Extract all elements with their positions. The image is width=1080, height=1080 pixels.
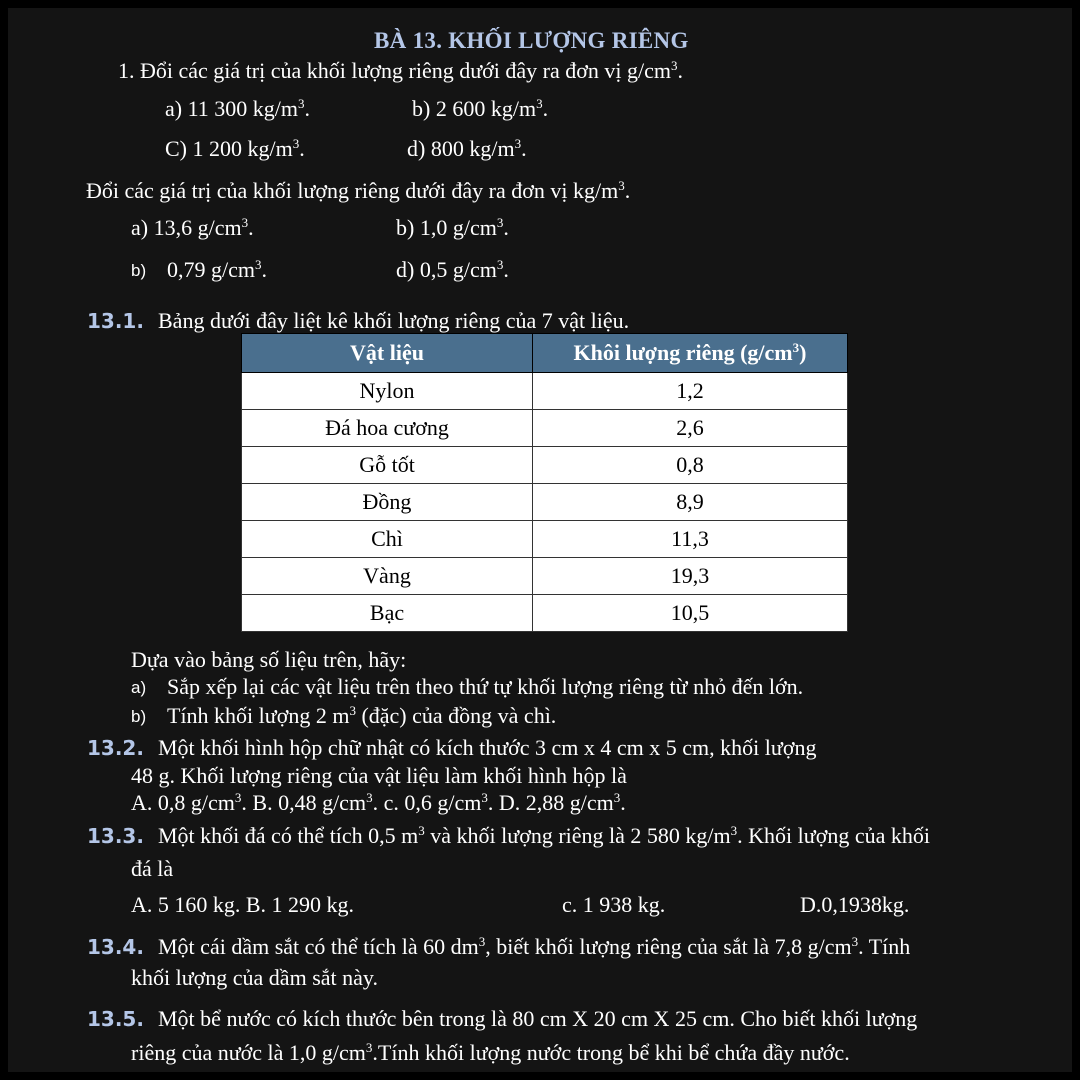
ex2-item-c-label: b) bbox=[131, 261, 147, 280]
density-cell: 1,2 bbox=[533, 373, 848, 410]
material-cell: Chì bbox=[242, 521, 533, 558]
density-cell: 10,5 bbox=[533, 595, 848, 632]
problem-13-3-options-ab: A. 5 160 kg. B. 1 290 kg. bbox=[131, 892, 355, 917]
problem-13-1-task-b: Tính khối lượng 2 $m^3$ (đặc) của đồng và chì. bbox=[167, 703, 557, 728]
problem-number-13-2: 13.2. bbox=[87, 736, 144, 760]
table-row bbox=[242, 521, 848, 558]
problem-number-13-4: 13.4. bbox=[87, 935, 144, 959]
problem-13-3-option-d: D.0,1938kg. bbox=[800, 892, 910, 917]
problem-13-2-line2: 48 g. Khối lượng riêng của vật liệu làm khối hình hộp là bbox=[131, 763, 627, 788]
table-header-row bbox=[242, 334, 848, 373]
header-density: Khôi lượng riêng $(g/cm^3)$ bbox=[533, 334, 848, 373]
table-row bbox=[242, 447, 848, 484]
material-cell: Gỗ tốt bbox=[242, 447, 533, 484]
ex1-item-d: d) 800 $kg/m^3$. bbox=[407, 136, 527, 161]
ex2-item-b: b) 1,0 $g/cm^3$. bbox=[396, 215, 509, 240]
density-cell: 11,3 bbox=[533, 521, 848, 558]
task-a-label: a) bbox=[131, 678, 147, 697]
ex1-item-b: b) 2 600 $kg/m^3$. bbox=[412, 96, 549, 121]
header-material: Vật liệu bbox=[242, 334, 533, 373]
problem-13-2-line1: Một khối hình hộp chữ nhật có kích thước 3 cm x 4 cm x 5 cm, khối lượng bbox=[158, 735, 817, 760]
ex1-question: 1. Đổi các giá trị của khối lượng riêng dưới đây ra đơn vị $g/cm^3$. bbox=[118, 58, 683, 83]
material-cell: Đồng bbox=[242, 484, 533, 521]
table-row bbox=[242, 484, 848, 521]
problem-13-2-options: A. 0,8 $g/cm^3$. B. 0,48 $g/cm^3$. c. 0,6 $g/cm^3$. D. 2,88 $g/cm^3$. bbox=[131, 790, 626, 815]
problem-13-3-option-c: c. 1 938 kg. bbox=[562, 892, 666, 917]
material-cell: Vàng bbox=[242, 558, 533, 595]
ex1-item-a: a) 11 300 $kg/m^3$. bbox=[165, 96, 310, 121]
table-row bbox=[242, 410, 848, 447]
material-cell: Nylon bbox=[242, 373, 533, 410]
ex2-item-a: a) 13,6 $g/cm^3$. bbox=[131, 215, 254, 240]
problem-13-1-intro: Dựa vào bảng số liệu trên, hãy: bbox=[131, 647, 407, 672]
ex2-question: Đổi các giá trị của khối lượng riêng dưới đây ra đơn vị $kg/m^3$. bbox=[86, 178, 631, 203]
problem-13-3-line2: đá là bbox=[131, 856, 174, 881]
material-cell: Đá hoa cương bbox=[242, 410, 533, 447]
density-cell: 8,9 bbox=[533, 484, 848, 521]
density-cell: 0,8 bbox=[533, 447, 848, 484]
table-row bbox=[242, 373, 848, 410]
problem-13-4-line2: khối lượng của dầm sắt này. bbox=[131, 965, 378, 990]
table-row bbox=[242, 558, 848, 595]
problem-13-5-line1: Một bể nước có kích thước bên trong là 80 cm X 20 cm X 25 cm. Cho biết khối lượng bbox=[158, 1006, 918, 1031]
problem-13-3-line1: Một khối đá có thể tích 0,5 $m^3$ và khối lượng riêng là 2 580 $kg/m^3$. Khối lượng của khối bbox=[158, 823, 930, 848]
problem-13-1-text: Bảng dưới đây liệt kê khối lượng riêng của 7 vật liệu. bbox=[158, 308, 630, 333]
task-b-label: b) bbox=[131, 707, 147, 726]
ex2-item-c: 0,79 $g/cm^3$. bbox=[167, 257, 267, 282]
problem-13-4-line1: Một cái dầm sắt có thể tích là 60 $dm^3$, biết khối lượng riêng của sắt là 7,8 $g/cm^3$. Tính bbox=[158, 934, 911, 959]
page-title: BÀ 13. KHỐI LƯỢNG RIÊNG bbox=[374, 28, 689, 53]
material-cell: Bạc bbox=[242, 595, 533, 632]
table-row bbox=[242, 595, 848, 632]
problem-number-13-1: 13.1. bbox=[87, 309, 144, 333]
ex1-item-c: C) 1 200 $kg/m^3$. bbox=[165, 136, 305, 161]
density-cell: 2,6 bbox=[533, 410, 848, 447]
problem-13-1-task-a: Sắp xếp lại các vật liệu trên theo thứ tự khối lượng riêng từ nhỏ đến lớn. bbox=[167, 674, 804, 699]
problem-number-13-5: 13.5. bbox=[87, 1007, 144, 1031]
ex2-item-d: d) 0,5 $g/cm^3$. bbox=[396, 257, 509, 282]
density-table bbox=[241, 333, 848, 632]
problem-13-5-line2: riêng của nước là 1,0 $g/cm^3.Tính$ khối lượng nước trong bể khi bể chứa đầy nước. bbox=[131, 1040, 850, 1065]
density-cell: 19,3 bbox=[533, 558, 848, 595]
problem-number-13-3: 13.3. bbox=[87, 824, 144, 848]
